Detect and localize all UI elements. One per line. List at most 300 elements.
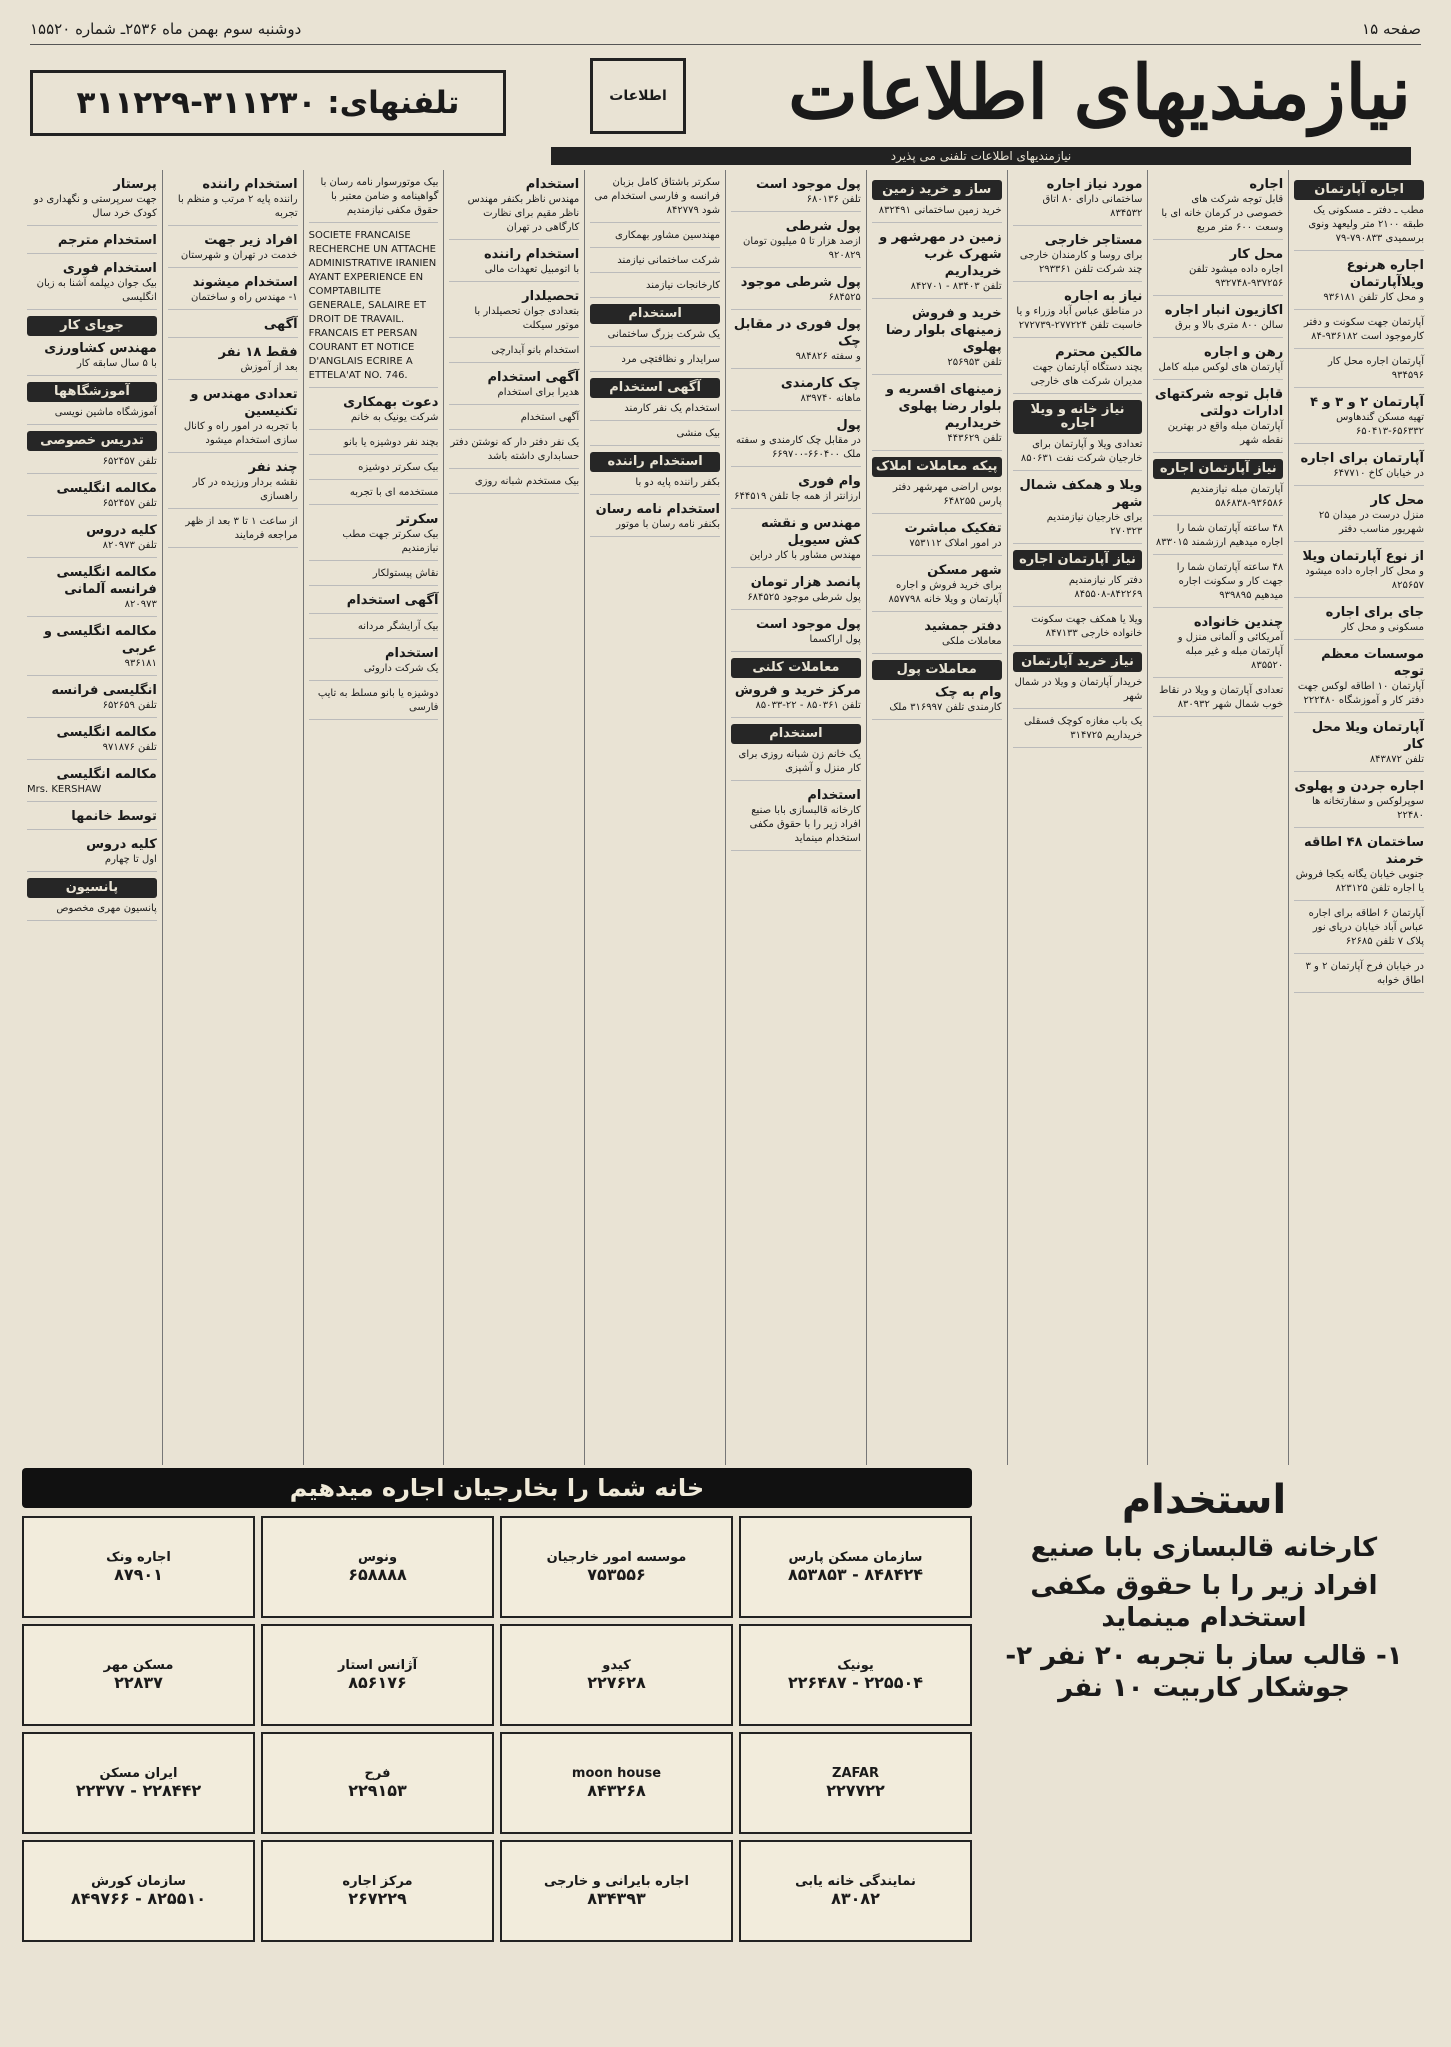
classified-ad bbox=[168, 459, 298, 509]
section-heading: معاملات کلنی bbox=[731, 658, 861, 678]
ad-body: نقشه بردار ورزیده در کار راهسازی bbox=[192, 477, 298, 502]
classified-ad bbox=[731, 274, 861, 310]
classified-ad bbox=[27, 455, 157, 474]
ad-body: ۶۸۴۵۲۵ bbox=[828, 292, 861, 303]
ad-body: آپارتمان ۶ اطاقه برای اجاره عباس آباد خیابان دریای نور پلاک ۷ تلفن ۶۲۶۸۵ bbox=[1308, 908, 1424, 947]
ad-headline: اکازیون انبار اجاره bbox=[1164, 303, 1284, 318]
ad-body: تلفن ۲۵۶۹۵۳ bbox=[947, 357, 1002, 368]
classified-ad bbox=[1013, 715, 1143, 748]
ad-body: خرید زمین ساختمانی ۸۳۲۴۹۱ bbox=[878, 205, 1002, 216]
ad-body: ازصد هزار تا ۵ میلیون تومان ۹۲۰۸۲۹ bbox=[743, 236, 861, 261]
ad-body: منزل درست در میدان ۲۵ شهریور مناسب دفتر bbox=[1318, 510, 1424, 535]
ad-headline: استخدام bbox=[807, 788, 861, 803]
classified-ad bbox=[1013, 288, 1143, 338]
ad-headline: محل کار bbox=[1370, 493, 1424, 508]
agency-name: ونوس bbox=[357, 1550, 398, 1565]
ad-headline: انگلیسی فرانسه bbox=[51, 683, 157, 698]
ad-body: دوشیزه یا بانو مسلط به تایپ فارسی bbox=[317, 688, 439, 713]
ad-headline: رهن و اجاره bbox=[1204, 345, 1284, 360]
rental-agency-ad bbox=[22, 1624, 255, 1726]
ad-body: با تجربه در امور راه و کانال سازی استخدام میشود bbox=[183, 421, 298, 446]
section-heading: معاملات پول bbox=[872, 660, 1002, 680]
section-heading: آگهی استخدام bbox=[590, 378, 720, 398]
ad-body: مستخدمه ای با تجربه bbox=[349, 487, 439, 498]
classified-ad bbox=[168, 316, 298, 338]
ad-body: معاملات ملکی bbox=[941, 636, 1002, 647]
ad-body: سالن ۸۰۰ متری بالا و برق bbox=[1174, 320, 1284, 331]
ad-headline: کلیه دروس bbox=[86, 523, 157, 538]
classified-column bbox=[22, 170, 162, 1465]
classified-ad bbox=[27, 340, 157, 376]
classified-ad bbox=[309, 394, 439, 430]
classified-ad bbox=[1153, 302, 1283, 338]
agency-name: نمایندگی خانه یابی bbox=[795, 1874, 916, 1889]
agency-phone: ۸۷۹۰۱ bbox=[114, 1565, 163, 1584]
ad-headline: فقط ۱۸ نفر bbox=[218, 345, 298, 360]
agency-phone: ۲۲۷۷۲۲ bbox=[826, 1781, 885, 1800]
ad-body: در خیابان فرح آپارتمان ۲ و ۳ اطاق خوابه bbox=[1305, 961, 1424, 986]
rental-agency-ad bbox=[500, 1624, 733, 1726]
classified-ad bbox=[731, 316, 861, 369]
ad-body: در خیابان کاخ ۶۴۷۷۱۰ bbox=[1333, 468, 1424, 479]
classified-ad bbox=[731, 218, 861, 268]
classified-column bbox=[1007, 170, 1148, 1465]
classified-ad bbox=[872, 305, 1002, 375]
ad-body: ۸۲۰۹۷۳ bbox=[124, 599, 157, 610]
ad-body: تلفن ۶۵۲۴۵۷ bbox=[102, 456, 157, 467]
ad-headline: پرستار bbox=[113, 177, 157, 192]
ad-body: آپارتمان مبله نیازمندیم ۹۳۶۵۸۶-۵۸۶۸۳۸ bbox=[1190, 484, 1284, 509]
classified-ad bbox=[309, 486, 439, 505]
classified-ad bbox=[27, 522, 157, 558]
ad-body: اجاره داده میشود تلفن ۹۳۷۲۵۶-۹۳۲۷۴۸ bbox=[1188, 264, 1284, 289]
section-heading: ساز و خرید زمین bbox=[872, 180, 1002, 200]
rental-agency-ad bbox=[500, 1732, 733, 1834]
ad-body: راننده پایه ۲ مرتب و منظم با تجربه bbox=[177, 194, 298, 219]
rental-agency-ad bbox=[739, 1732, 972, 1834]
section-heading: نیاز خانه و ویلا اجاره bbox=[1013, 400, 1143, 434]
agency-name: آژانس استار bbox=[337, 1658, 418, 1673]
ad-body: و سفته ۹۸۴۸۲۶ bbox=[795, 351, 861, 362]
ad-body: تلفن ۶۵۲۶۵۹ bbox=[102, 700, 157, 711]
rental-agency-ad bbox=[261, 1840, 494, 1942]
ad-headline: وام به چک bbox=[935, 685, 1002, 700]
classified-ad bbox=[27, 260, 157, 310]
ad-body: کارخانه قالبسازی بابا صنیع افراد زیر را با حقوق مکفی استخدام مینماید bbox=[749, 805, 861, 844]
ad-body: در مناطق عباس آباد وزراء و یا خاسبت تلفن ۲۷۷۲۲۴-۲۷۲۷۳۹ bbox=[1016, 306, 1143, 331]
ad-headline: چندین خانواده bbox=[1193, 615, 1284, 630]
ad-body: آگهی استخدام bbox=[520, 412, 580, 423]
ad-body: در امور املاک ۷۵۳۱۱۲ bbox=[909, 538, 1002, 549]
classified-ad bbox=[27, 724, 157, 760]
agency-phone: ۲۲۹۱۵۳ bbox=[348, 1781, 407, 1800]
classified-ad bbox=[731, 176, 861, 212]
rental-agencies-heading: خانه شما را بخارجیان اجاره میدهیم bbox=[22, 1468, 972, 1508]
section-heading: استخدام راننده bbox=[590, 452, 720, 472]
ad-headline: نیاز به اجاره bbox=[1064, 289, 1143, 304]
ad-headline: محل کار bbox=[1229, 247, 1284, 262]
classified-ad bbox=[1153, 344, 1283, 380]
rental-agency-ad bbox=[22, 1732, 255, 1834]
ad-headline: استخدام نامه رسان bbox=[595, 502, 721, 517]
classified-ad bbox=[168, 274, 298, 310]
classified-ad bbox=[1294, 719, 1424, 772]
ad-headline: مورد نیاز اجاره bbox=[1046, 177, 1143, 192]
ad-headline: استخدام میشوند bbox=[192, 275, 298, 290]
ad-body: تعدادی آپارتمان و ویلا در نقاط خوب شمال شهر ۸۳۰۹۳۲ bbox=[1159, 685, 1284, 710]
page-top-line bbox=[30, 14, 1421, 45]
classified-ad bbox=[731, 682, 861, 718]
classified-ad bbox=[1153, 386, 1283, 453]
ad-headline: آپارتمان ۲ و ۳ و ۴ bbox=[1310, 395, 1424, 410]
classified-ad bbox=[590, 328, 720, 347]
ad-body: ۴۸ ساعته آپارتمان شما را جهت کار و سکونت اجاره میدهیم ۹۳۹۸۹۵ bbox=[1176, 562, 1284, 601]
ad-body: پول شرطی موجود ۶۸۴۵۲۵ bbox=[747, 592, 861, 603]
ad-body: بیک منشی bbox=[676, 428, 721, 439]
ad-headline: استخدام bbox=[385, 646, 439, 661]
ad-body: آمریکائی و آلمانی منزل و آپارتمان مبله و غیر مبله ۸۳۵۵۲۰ bbox=[1177, 632, 1284, 671]
rental-agencies-block bbox=[22, 1468, 972, 2038]
ad-body: در مقابل چک کارمندی و سفته ملک ۶۶۰۴۰۰-۶۶۹۷۰۰ bbox=[735, 435, 861, 460]
agency-name: سازمان کورش bbox=[91, 1874, 186, 1889]
ad-body: جهت سرپرستی و نگهداری دو کودک خرد سال bbox=[33, 194, 157, 219]
ad-body: مهندسین مشاور بهمکاری bbox=[615, 230, 721, 241]
classified-ad bbox=[1294, 548, 1424, 598]
ad-body: ۴۸ ساعته آپارتمان شما را اجاره میدهیم ارزشمند ۸۳۳۰۱۵ bbox=[1155, 523, 1284, 548]
ad-headline: خرید و فروش زمینهای بلوار رضا پهلوی bbox=[885, 306, 1002, 355]
ad-headline: پول شرطی موجود bbox=[740, 275, 861, 290]
ad-body: دفتر کار نیازمندیم ۸۴۲۲۶۹-۸۴۵۵۰۸ bbox=[1068, 575, 1143, 600]
ad-headline: دعوت بهمکاری bbox=[343, 395, 439, 410]
ad-body: بعد از آموزش bbox=[240, 362, 298, 373]
ad-headline: پانصد هزار تومان bbox=[750, 575, 861, 590]
classified-ad bbox=[590, 402, 720, 421]
rental-agency-ad bbox=[500, 1840, 733, 1942]
classified-ad bbox=[27, 808, 157, 830]
classified-column bbox=[443, 170, 584, 1465]
ad-body: اول تا چهارم bbox=[104, 854, 157, 865]
classified-ad bbox=[872, 562, 1002, 612]
rental-agency-ad bbox=[261, 1624, 494, 1726]
ad-headline: افراد زیر جهت bbox=[204, 233, 298, 248]
classified-ad bbox=[590, 229, 720, 248]
ad-headline: اجاره هرنوع ویلاآپارتمان bbox=[1346, 258, 1424, 290]
classified-ad bbox=[27, 406, 157, 425]
classified-ad bbox=[449, 246, 579, 282]
classified-ad bbox=[1013, 344, 1143, 394]
ad-headline: مرکز خرید و فروش bbox=[734, 683, 861, 698]
ad-headline: استخدام bbox=[525, 177, 580, 192]
classified-ad bbox=[872, 481, 1002, 514]
classified-ad bbox=[590, 254, 720, 273]
classified-ad bbox=[1294, 257, 1424, 310]
classified-ad bbox=[1294, 907, 1424, 954]
classified-ad bbox=[1013, 176, 1143, 226]
ad-body: بیک سکرتر جهت مطب نیازمندیم bbox=[342, 529, 439, 554]
classified-ad bbox=[1153, 246, 1283, 296]
ad-body: بچند نفر دوشیزه یا بانو bbox=[343, 437, 439, 448]
classified-ad bbox=[27, 766, 157, 802]
ad-body: و محل کار اجاره داده میشود ۸۲۵۶۵۷ bbox=[1305, 566, 1424, 591]
agency-name: سازمان مسکن پارس bbox=[788, 1550, 923, 1565]
ad-body: ۱- مهندس راه و ساختمان bbox=[191, 292, 298, 303]
classified-ad bbox=[27, 232, 157, 254]
classified-ad bbox=[1153, 614, 1283, 678]
classified-ad bbox=[1294, 492, 1424, 542]
classified-ad bbox=[449, 288, 579, 338]
classified-ad bbox=[168, 176, 298, 226]
ad-headline: پول موجود است bbox=[756, 617, 861, 632]
ad-body: تلفن ۴۴۳۶۲۹ bbox=[947, 433, 1002, 444]
classified-ad bbox=[27, 682, 157, 718]
masthead bbox=[30, 50, 1421, 165]
ad-body: تلفن ۶۸۰۱۳۶ bbox=[806, 194, 861, 205]
classified-ad bbox=[590, 501, 720, 537]
ad-body: برای خارجیان نیازمندیم ۲۷۰۳۲۳ bbox=[1046, 512, 1143, 537]
classified-ad bbox=[1013, 613, 1143, 646]
ad-body: پانسیون مهری مخصوص bbox=[56, 903, 157, 914]
classified-ad bbox=[449, 475, 579, 494]
ad-body: مهندس مشاور با کار دراین bbox=[749, 550, 861, 561]
classified-ad bbox=[731, 748, 861, 781]
classified-ad bbox=[1013, 574, 1143, 607]
ad-headline: اجاره جردن و پهلوی bbox=[1294, 779, 1424, 794]
ad-headline: پول فوری در مقابل چک bbox=[733, 317, 861, 349]
ad-body: بکفر راننده پایه دو با bbox=[635, 477, 721, 488]
rental-agency-ad bbox=[261, 1732, 494, 1834]
ad-headline: مالکین محترم bbox=[1055, 345, 1143, 360]
ad-headline: آپارتمان برای اجاره bbox=[1300, 451, 1424, 466]
classified-column bbox=[584, 170, 725, 1465]
classified-column bbox=[866, 170, 1007, 1465]
agency-name: فرح bbox=[364, 1766, 391, 1781]
masthead-title: نیازمندیهای اطلاعات bbox=[788, 50, 1411, 136]
ad-body: تلفن ۹۷۱۸۷۶ bbox=[102, 742, 157, 753]
classified-column bbox=[162, 170, 303, 1465]
classified-ad bbox=[1013, 676, 1143, 709]
agency-phone: ۲۲۸۳۷ bbox=[114, 1673, 163, 1692]
classified-ad bbox=[1013, 438, 1143, 471]
agency-name: موسسه امور خارجیان bbox=[546, 1550, 687, 1565]
ad-headline: قابل توجه شرکتهای ادارات دولتی bbox=[1154, 387, 1284, 419]
ad-body: خدمت در تهران و شهرستان bbox=[180, 250, 298, 261]
classified-ad bbox=[309, 436, 439, 455]
ad-headline: آگهی استخدام bbox=[346, 593, 439, 608]
classified-ad bbox=[872, 684, 1002, 720]
ad-body: مسکونی و محل کار bbox=[1341, 622, 1424, 633]
classified-ad bbox=[872, 618, 1002, 654]
ad-headline: شهر مسکن bbox=[927, 563, 1002, 578]
ad-headline: پول bbox=[836, 418, 861, 433]
big-ad-text: کارخانه قالبسازی بابا صنیع bbox=[1030, 1533, 1378, 1563]
big-ad-text-2: ۱- قالب ساز با تجربه ۲۰ نفر ۲- جوشکار کاربیت ۱۰ نفر bbox=[1005, 1641, 1403, 1703]
ad-headline: زمینهای اقسریه و بلوار رضا پهلوی خریداریم bbox=[885, 382, 1002, 431]
ad-body: نقاش پیستولکار bbox=[372, 568, 439, 579]
agency-name: ایران مسکن bbox=[99, 1766, 178, 1781]
classified-ad bbox=[1294, 604, 1424, 640]
section-heading: نیاز آپارتمان اجاره bbox=[1013, 550, 1143, 570]
classified-ad bbox=[449, 369, 579, 405]
ad-body: تعدادی ویلا و آپارتمان برای خارجیان شرکت نفت ۸۵۰۶۳۱ bbox=[1020, 439, 1143, 464]
ad-body: با ۵ سال سابقه کار bbox=[76, 358, 157, 369]
ad-headline: از نوع آپارتمان ویلا bbox=[1302, 549, 1424, 564]
ad-body: آپارتمان جهت سکونت و دفتر کارموجود است ۹۳۶۱۸۲-۸۴ bbox=[1304, 317, 1424, 342]
rental-agency-ad bbox=[22, 1840, 255, 1942]
ad-body: شرکت یونیک به خانم bbox=[350, 412, 439, 423]
section-heading: استخدام bbox=[590, 304, 720, 324]
ad-body: بیک جوان دیپلمه آشنا به زبان انگلیسی bbox=[36, 278, 157, 303]
classified-column bbox=[1147, 170, 1288, 1465]
classified-ad bbox=[309, 511, 439, 561]
ad-headline: کلیه دروس bbox=[86, 837, 157, 852]
ad-body: ویلا یا همکف جهت سکونت خانواده خارجی ۸۴۷۱۳۳ bbox=[1031, 614, 1143, 639]
agency-phone: ۸۴۸۴۲۴ - ۸۵۳۸۵۳ bbox=[788, 1565, 923, 1584]
ad-headline: دفتر جمشید bbox=[924, 619, 1002, 634]
classified-ad bbox=[590, 176, 720, 223]
ad-body: ماهانه ۸۳۹۷۴۰ bbox=[800, 393, 861, 404]
ad-body: و محل کار تلفن ۹۳۶۱۸۱ bbox=[1323, 292, 1424, 303]
ad-body: ۹۳۶۱۸۱ bbox=[124, 658, 157, 669]
ad-body: پول اراکسما bbox=[809, 634, 861, 645]
ad-body: با اتومبیل تعهدات مالی bbox=[484, 264, 580, 275]
classified-ad bbox=[1294, 394, 1424, 444]
ad-body: هدیرا برای استخدام bbox=[497, 387, 580, 398]
classified-ad bbox=[449, 411, 579, 430]
ad-body: تهیه مسکن گندهاوس ۶۵۶۳۳۲-۶۵۰۴۱۳ bbox=[1336, 412, 1424, 437]
masthead-subtitle: نیازمندیهای اطلاعات تلفنی می پذیرد bbox=[551, 147, 1411, 165]
ad-headline: سکرتر bbox=[397, 512, 439, 527]
classified-ad bbox=[168, 232, 298, 268]
ad-headline: پول موجود است bbox=[756, 177, 861, 192]
ad-body: تلفن ۸۵۰۳۶۱ - ۲۲-۸۵۰۳۳ bbox=[755, 700, 861, 711]
classified-ad bbox=[27, 623, 157, 676]
ad-body: SOCIETE FRANCAISE RECHERCHE UN ATTACHE ADMINISTRATIVE IRANIEN AYANT EXPERIENCE EN COMPTABILITE GENERALE, SALAIRE ET DROIT DE TRAVAIL. FRANCAIS ET PERSAN COURANT ET NOTICE D'ANGLAIS ECRIRE A ETTELA'AT NO. 746. bbox=[308, 230, 437, 381]
classified-ad bbox=[1153, 684, 1283, 717]
classified-ad bbox=[1294, 204, 1424, 251]
classified-ad bbox=[309, 567, 439, 586]
classified-ad bbox=[1294, 646, 1424, 713]
section-heading: نیاز خرید آپارتمان bbox=[1013, 652, 1143, 672]
ad-body: یک خانم زن شبانه روزی برای کار منزل و آشپزی bbox=[738, 749, 861, 774]
ad-body: سکرتر باشتاق کامل بزبان فرانسه و فارسی استخدام می شود ۸۴۲۷۷۹ bbox=[594, 177, 721, 216]
classified-ad bbox=[309, 461, 439, 480]
ad-headline: آپارتمان ویلا محل کار bbox=[1311, 720, 1424, 752]
agency-name: کیدو bbox=[602, 1658, 631, 1673]
ad-body: برای روسا و کارمندان خارجی چند شرکت تلفن ۲۹۳۳۶۱ bbox=[1019, 250, 1143, 275]
agency-name: یونیک bbox=[837, 1658, 874, 1673]
agency-phone: ۸۲۵۵۱۰ - ۸۴۹۷۶۶ bbox=[71, 1889, 206, 1908]
bottom-left-ads bbox=[979, 1468, 1429, 2038]
ad-body: خریدار آپارتمان و ویلا در شمال شهر bbox=[1014, 677, 1143, 702]
ad-body: برای خرید فروش و اجاره آپارتمان و ویلا خانه ۸۵۷۷۹۸ bbox=[888, 580, 1002, 605]
section-heading: استخدام bbox=[731, 724, 861, 744]
classified-ad bbox=[731, 417, 861, 467]
ad-headline: جای برای اجاره bbox=[1325, 605, 1424, 620]
date-line: دوشنبه سوم بهمن ماه ۲۵۳۶ـ شماره ۱۵۵۲۰ bbox=[30, 20, 302, 38]
ad-headline: استخدام راننده bbox=[202, 177, 298, 192]
section-heading: آموزشگاهها bbox=[27, 382, 157, 402]
agency-name: ZAFAR bbox=[832, 1766, 879, 1781]
ad-headline: ویلا و همکف شمال شهر bbox=[1019, 478, 1143, 510]
classified-ad bbox=[309, 592, 439, 614]
classified-ad bbox=[1153, 522, 1283, 555]
classified-ad bbox=[449, 436, 579, 469]
classified-ad bbox=[27, 564, 157, 617]
agency-phone: ۲۲۷۶۲۸ bbox=[587, 1673, 646, 1692]
ad-headline: مکالمه انگلیسی و عربی bbox=[43, 624, 157, 656]
classified-ad bbox=[309, 229, 439, 388]
classified-ad bbox=[731, 616, 861, 652]
ad-headline: آگهی استخدام bbox=[487, 370, 580, 385]
agency-phone: ۸۳۰۸۲ bbox=[831, 1889, 880, 1908]
ad-headline: تفکیک مباشرت bbox=[904, 521, 1002, 536]
classified-ad bbox=[1013, 232, 1143, 282]
classified-ad bbox=[168, 515, 298, 548]
rental-agency-ad bbox=[261, 1516, 494, 1618]
ad-body: کارمندی تلفن ۳۱۶۹۹۷ ملک bbox=[889, 702, 1002, 713]
classified-ad bbox=[590, 353, 720, 372]
ad-body: یک شرکت داروئی bbox=[363, 663, 439, 674]
ad-body: ساختمانی دارای ۸۰ اتاق ۸۳۴۵۳۲ bbox=[1042, 194, 1143, 219]
agency-phone: ۸۳۴۳۹۳ bbox=[587, 1889, 646, 1908]
big-ad-title-2: افراد زیر را با حقوق مکفی استخدام مینماید bbox=[1030, 1571, 1378, 1633]
bottom-band bbox=[22, 1468, 1429, 2038]
classified-ad bbox=[309, 620, 439, 639]
section-heading: جویای کار bbox=[27, 316, 157, 336]
classified-ad bbox=[309, 645, 439, 681]
ad-body: شرکت ساختمانی نیازمند bbox=[617, 255, 721, 266]
classified-ad bbox=[731, 787, 861, 851]
ad-headline: مکالمه انگلیسی bbox=[56, 725, 157, 740]
ad-body: یک شرکت بزرگ ساختمانی bbox=[607, 329, 721, 340]
rental-agencies-grid bbox=[22, 1516, 972, 1942]
classified-ad bbox=[1013, 477, 1143, 544]
ad-headline: آگهی bbox=[263, 317, 298, 332]
ad-body: آپارتمان ۱۰ اطاقه لوکس جهت دفتر کار و آموزشگاه ۲۲۲۴۸۰ bbox=[1297, 681, 1424, 706]
classified-ad bbox=[1294, 778, 1424, 828]
ad-headline: مکالمه انگلیسی bbox=[56, 767, 157, 782]
ad-headline: پول شرطی bbox=[785, 219, 861, 234]
section-heading: پانسیون bbox=[27, 878, 157, 898]
classified-ad bbox=[1294, 355, 1424, 388]
rental-agency-ad bbox=[22, 1516, 255, 1618]
classified-ad bbox=[731, 473, 861, 509]
rental-agency-ad bbox=[500, 1516, 733, 1618]
ad-body: استخدام یک نفر کارمند bbox=[624, 403, 721, 414]
agency-phone: ۷۵۳۵۵۶ bbox=[587, 1565, 646, 1584]
ad-body: یک باب مغازه کوچک فسقلی خریداریم ۳۱۴۷۲۵ bbox=[1023, 716, 1143, 741]
ad-body: تلفن ۸۲۰۹۷۳ bbox=[102, 540, 157, 551]
ad-headline: مکالمه انگلیسی فرانسه آلمانی bbox=[56, 565, 157, 597]
ad-body: بوس اراضی مهرشهر دفتر پارس ۶۴۸۲۵۵ bbox=[892, 482, 1002, 507]
classified-ad bbox=[1294, 316, 1424, 349]
ad-body: آموزشگاه ماشین نویسی bbox=[54, 407, 157, 418]
ad-body: آپارتمان های لوکس مبله کامل bbox=[1158, 362, 1284, 373]
ad-headline: مکالمه انگلیسی bbox=[56, 481, 157, 496]
classified-ad bbox=[590, 476, 720, 495]
newspaper-logo: اطلاعات bbox=[590, 58, 686, 134]
ad-headline: زمین در مهرشهر و شهرک غرب خریداریم bbox=[879, 230, 1002, 279]
classified-ad bbox=[1153, 561, 1283, 608]
classified-ad bbox=[872, 204, 1002, 223]
classified-ad bbox=[449, 176, 579, 240]
ad-headline: ساختمان ۴۸ اطاقه خرمند bbox=[1304, 835, 1424, 867]
ad-headline: چک کارمندی bbox=[780, 376, 861, 391]
ad-body: تلفن ۶۵۲۴۵۷ bbox=[102, 498, 157, 509]
ad-body: مهندس ناظر بکنفر مهندس ناظر مقیم برای نظارت کارگاهی در تهران bbox=[467, 194, 580, 233]
ad-body: سرایدار و نظافتچی مرد bbox=[621, 354, 721, 365]
agency-phone: ۲۲۸۴۴۲ - ۲۲۳۷۷ bbox=[75, 1781, 202, 1800]
